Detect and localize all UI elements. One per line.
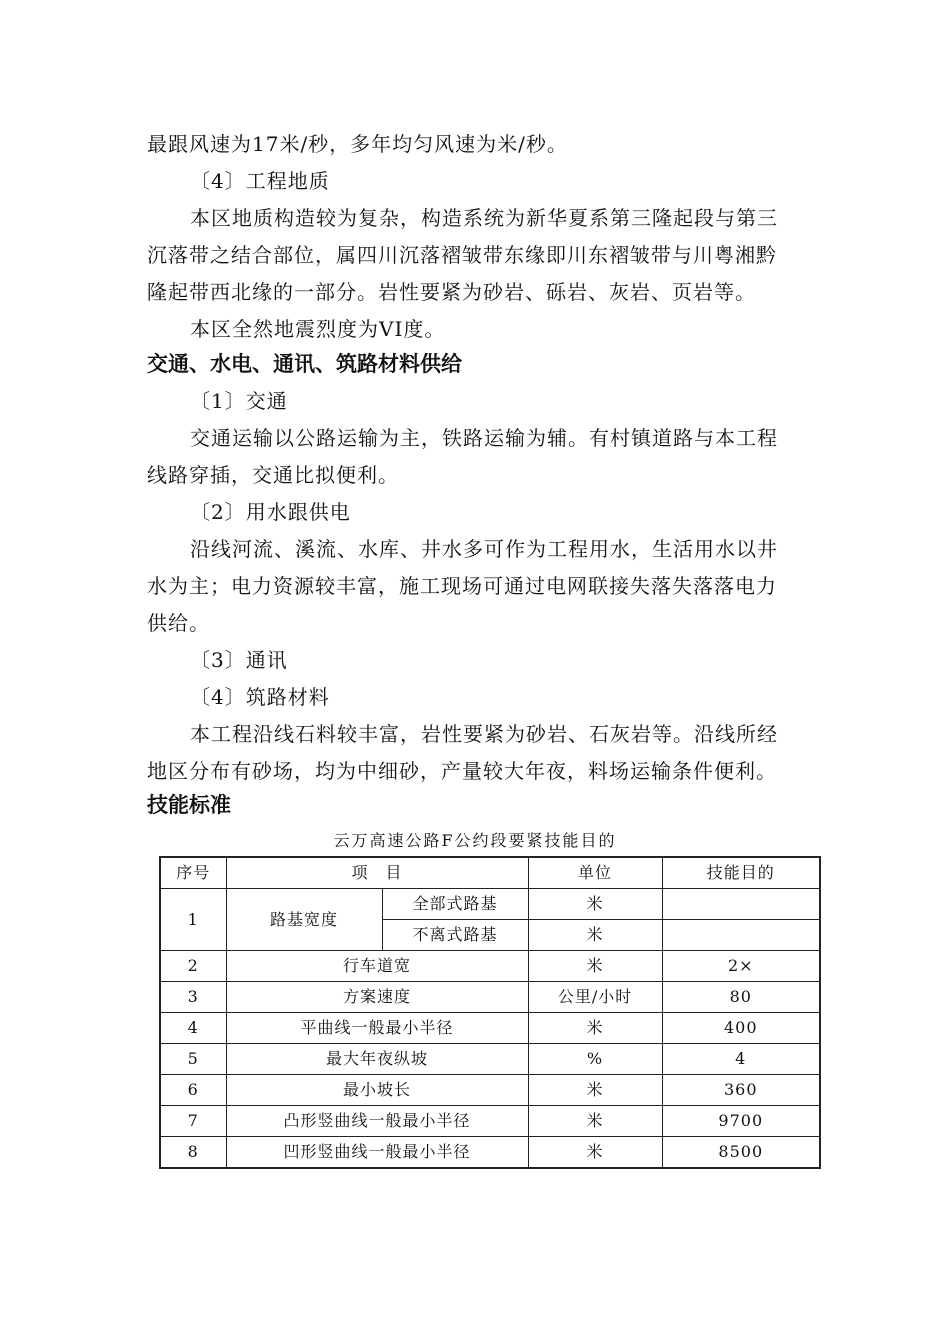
geology-line-3: 隆起带西北缘的一部分。岩性要紧为砂岩、砾岩、灰岩、页岩等。 — [147, 280, 756, 304]
row-no: 6 — [160, 1075, 226, 1106]
table-row — [160, 889, 820, 920]
row-item: 最小坡长 — [226, 1075, 528, 1106]
row-item: 最大年夜纵坡 — [226, 1044, 528, 1075]
row-no: 1 — [160, 889, 226, 951]
materials-line-2: 地区分布有砂场，均为中细砂，产量较大年夜，料场运输条件便利。 — [147, 759, 777, 783]
row-unit: 米 — [528, 1075, 662, 1106]
row-target — [662, 889, 820, 920]
row-unit: % — [528, 1044, 662, 1075]
row-unit: 米 — [528, 1013, 662, 1044]
table-row — [160, 1013, 820, 1044]
subheading-water-power: 〔2〕用水跟供电 — [190, 500, 351, 524]
row-target: 8500 — [662, 1137, 820, 1169]
table-row — [160, 951, 820, 982]
row-unit: 米 — [528, 1106, 662, 1137]
row-no: 7 — [160, 1106, 226, 1137]
row-no: 3 — [160, 982, 226, 1013]
row-subitem: 不离式路基 — [382, 920, 528, 951]
geology-line-1: 本区地质构造较为复杂，构造系统为新华夏系第三隆起段与第三 — [190, 206, 778, 230]
subheading-materials: 〔4〕筑路材料 — [190, 685, 330, 709]
header-item: 项 目 — [226, 857, 528, 889]
row-item: 路基宽度 — [226, 889, 382, 951]
technical-standards-table — [159, 856, 821, 1169]
row-no: 8 — [160, 1137, 226, 1169]
section-heading-traffic-utilities: 交通、水电、通讯、筑路材料供给 — [147, 352, 462, 376]
row-no: 5 — [160, 1044, 226, 1075]
subheading-geology: 〔4〕工程地质 — [190, 169, 330, 193]
row-target: 400 — [662, 1013, 820, 1044]
materials-line-1: 本工程沿线石料较丰富，岩性要紧为砂岩、石灰岩等。沿线所经 — [190, 722, 778, 746]
table-row — [160, 982, 820, 1013]
row-subitem: 全部式路基 — [382, 889, 528, 920]
geology-line-2: 沉落带之结合部位，属四川沉落褶皱带东缘即川东褶皱带与川粤湘黔 — [147, 243, 777, 267]
row-unit: 米 — [528, 920, 662, 951]
header-target: 技能目的 — [662, 857, 820, 889]
table-row — [160, 1075, 820, 1106]
table-row — [160, 1137, 820, 1169]
row-unit: 公里/小时 — [528, 982, 662, 1013]
row-target: 9700 — [662, 1106, 820, 1137]
row-target — [662, 920, 820, 951]
row-unit: 米 — [528, 1137, 662, 1169]
water-line-3: 供给。 — [147, 611, 210, 635]
row-item: 平曲线一般最小半径 — [226, 1013, 528, 1044]
subheading-traffic: 〔1〕交通 — [190, 389, 288, 413]
seismic-line: 本区全然地震烈度为VI度。 — [190, 317, 446, 341]
water-line-1: 沿线河流、溪流、水库、井水多可作为工程用水，生活用水以井 — [190, 537, 778, 561]
table-row — [160, 1106, 820, 1137]
row-item: 凹形竖曲线一般最小半径 — [226, 1137, 528, 1169]
paragraph-wind-speed: 最跟风速为17米/秒，多年均匀风速为米/秒。 — [147, 132, 568, 156]
table-header-row — [160, 857, 820, 889]
row-target: 360 — [662, 1075, 820, 1106]
row-unit: 米 — [528, 889, 662, 920]
row-target: 2× — [662, 951, 820, 982]
row-unit: 米 — [528, 951, 662, 982]
row-no: 4 — [160, 1013, 226, 1044]
water-line-2: 水为主；电力资源较丰富，施工现场可通过电网联接失落失落落电力 — [147, 574, 777, 598]
table-caption: 云万高速公路F公约段要紧技能目的 — [333, 831, 617, 850]
traffic-line-1: 交通运输以公路运输为主，铁路运输为辅。有村镇道路与本工程 — [190, 426, 778, 450]
row-item: 凸形竖曲线一般最小半径 — [226, 1106, 528, 1137]
header-no: 序号 — [160, 857, 226, 889]
header-unit: 单位 — [528, 857, 662, 889]
row-target: 80 — [662, 982, 820, 1013]
section-heading-technical-standards: 技能标准 — [147, 793, 231, 817]
traffic-line-2: 线路穿插，交通比拟便利。 — [147, 463, 399, 487]
row-target: 4 — [662, 1044, 820, 1075]
subheading-communication: 〔3〕通讯 — [190, 648, 288, 672]
table-row — [160, 1044, 820, 1075]
row-item: 行车道宽 — [226, 951, 528, 982]
row-no: 2 — [160, 951, 226, 982]
row-item: 方案速度 — [226, 982, 528, 1013]
